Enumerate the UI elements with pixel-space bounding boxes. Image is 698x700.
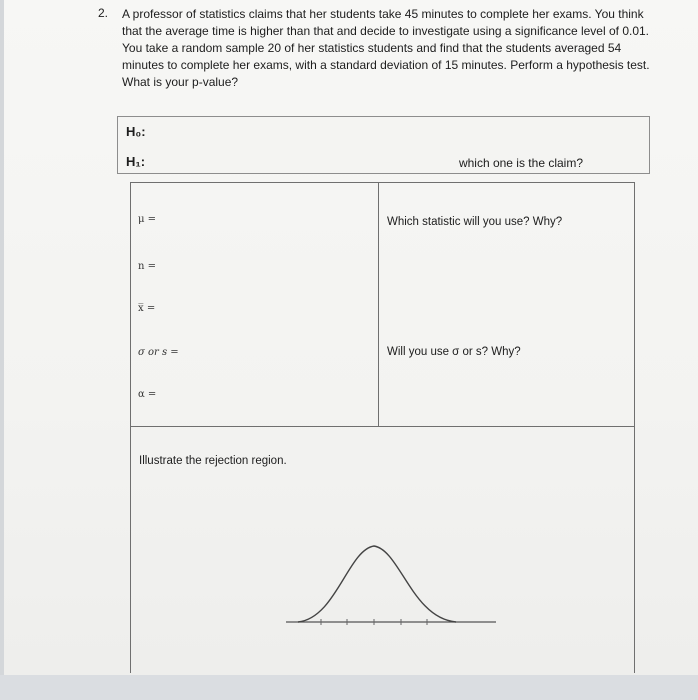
claim-prompt: which one is the claim?	[458, 156, 583, 170]
question-number: 2.	[98, 6, 109, 20]
hypotheses-box	[117, 116, 650, 174]
question-text: A professor of statistics claims that her students take 45 minutes to complete her exams. You think that the average time is higher than that and decide to investigate using a significance level of 0.01. You take a random sample 20 of her statistics students and find that the students averaged 54 minutes to complete her exams, with a standard deviation of 15 minutes. Perform a hypothesis test. What is your p-value?	[122, 7, 650, 89]
page-bottom-edge	[0, 675, 698, 700]
bell-curve-diagram	[286, 540, 498, 630]
sigma-question-prompt: Will you use σ or s? Why?	[387, 346, 521, 358]
xbar-field: x̅ =	[138, 303, 156, 314]
grid-divider-horizontal	[131, 426, 634, 427]
null-hypothesis-label: H₀:	[126, 124, 146, 139]
alt-hypothesis-label: H₁:	[126, 154, 146, 169]
n-field: n =	[138, 261, 156, 272]
sigma-or-s-field: σ or s =	[138, 347, 179, 358]
alpha-field: α =	[138, 389, 157, 400]
bell-curve-line	[298, 546, 456, 622]
grid-divider-vertical	[378, 183, 379, 426]
statistic-prompt: Which statistic will you use? Why?	[387, 216, 563, 228]
mu-field: μ =	[138, 214, 157, 225]
rejection-region-prompt: Illustrate the rejection region.	[139, 455, 287, 467]
